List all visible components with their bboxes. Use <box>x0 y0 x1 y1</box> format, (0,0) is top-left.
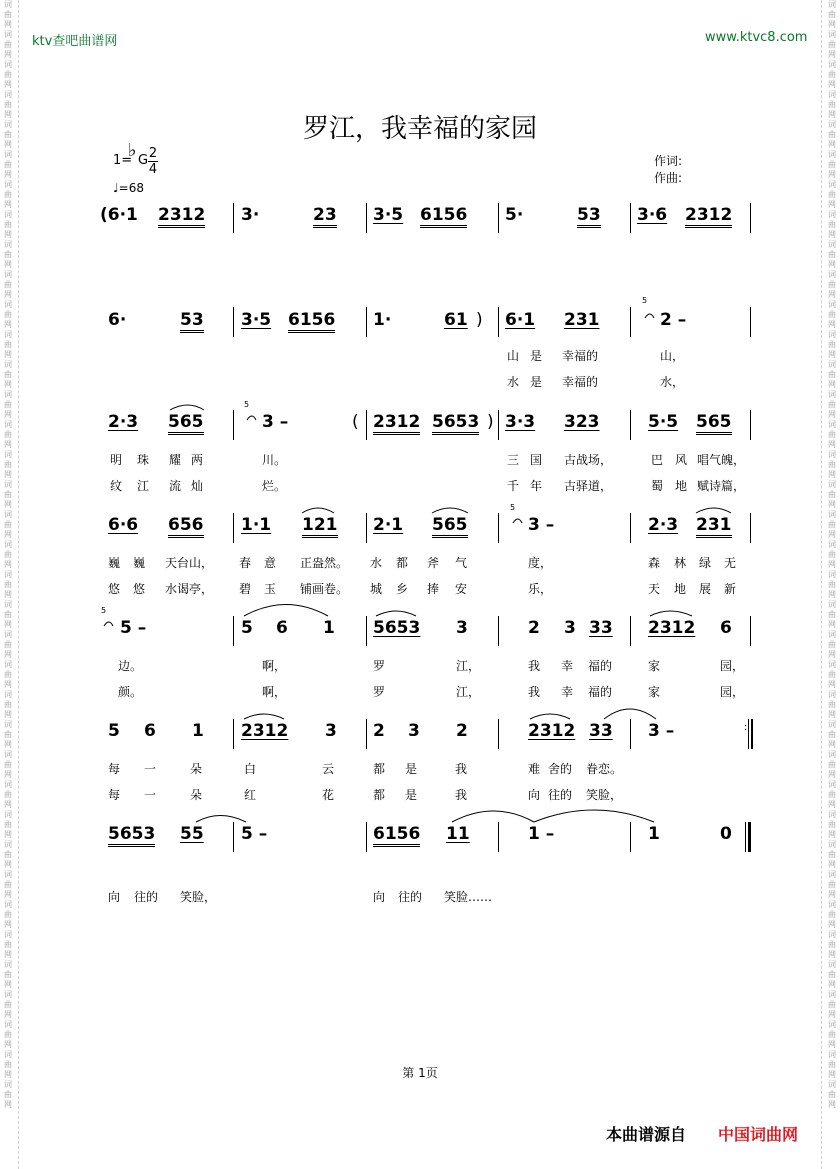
note: 5653 <box>108 824 155 847</box>
time-top: 2 <box>148 146 158 161</box>
note: 3·6 <box>637 205 668 225</box>
key-note: G <box>138 153 149 168</box>
lyric: 眷恋。 <box>586 762 623 776</box>
note: 6·1 <box>505 310 536 330</box>
lyric: 明 <box>110 453 123 467</box>
note: 3·5 <box>373 205 404 225</box>
lyric: 江 <box>137 479 150 493</box>
lyric: 向 <box>108 890 121 904</box>
lyric: 地 <box>674 582 687 596</box>
lyric: 山， <box>660 349 685 363</box>
lyric: 赋诗篇， <box>697 479 746 493</box>
lyric: 向 <box>528 788 541 802</box>
slur <box>452 811 534 822</box>
flat-sign: ♭ <box>128 140 137 161</box>
header-site-url[interactable]: www.ktvc8.com <box>705 30 808 45</box>
lyric: 笑脸， <box>586 788 623 802</box>
note: 6 <box>720 618 732 638</box>
grace-slur <box>645 314 654 318</box>
lyric: 幸 <box>561 685 574 699</box>
tempo-value: =68 <box>118 181 144 195</box>
note: 5653 <box>432 412 479 435</box>
lyric: 玉 <box>264 582 277 596</box>
note: 3 <box>325 721 337 741</box>
note: 61 <box>444 310 468 330</box>
lyric: 新 <box>724 582 737 596</box>
lyric: 年 <box>530 479 543 493</box>
lyric: 乐， <box>528 582 553 596</box>
lyric: 古战场， <box>564 453 613 467</box>
note: 2·3 <box>648 515 679 535</box>
note: 565 <box>696 412 732 435</box>
note: 6156 <box>420 205 467 228</box>
note: 3· <box>241 205 260 225</box>
note: 2312 <box>373 412 420 435</box>
note: 6156 <box>288 310 335 333</box>
lyric: 无 <box>724 556 737 570</box>
lyric: 林 <box>674 556 687 570</box>
lyric: 一 <box>144 788 157 802</box>
note: 3 – <box>528 515 555 535</box>
note: 2 <box>456 721 468 741</box>
slur <box>604 709 656 719</box>
quarter-note-icon: ♩ <box>113 181 119 195</box>
lyric: 安 <box>455 582 468 596</box>
song-title: 罗江，我幸福的家园 <box>302 114 537 144</box>
note: 0 <box>720 824 732 844</box>
lyric: 我 <box>455 762 468 776</box>
note: 11 <box>446 824 470 844</box>
lyric: 白 <box>244 762 257 776</box>
key-prefix: 1= <box>113 153 133 168</box>
lyric: 度， <box>528 556 553 570</box>
lyric: 是 <box>405 762 418 776</box>
lyric: 巍 <box>108 556 121 570</box>
lyric: 城 <box>370 582 383 596</box>
lyric: 啊， <box>262 685 287 699</box>
note: 5· <box>505 205 524 225</box>
note: 3·3 <box>505 412 536 432</box>
note: 2312 <box>158 205 205 228</box>
note: 55 <box>180 824 204 844</box>
slur <box>696 508 731 513</box>
lyric: 古驿道， <box>564 479 613 493</box>
lyric: 花 <box>322 788 335 802</box>
lyric: 斧 <box>427 556 440 570</box>
lyric: 巴 <box>651 453 664 467</box>
lyric: 正盎然。 <box>300 556 349 570</box>
note: 5 – <box>120 618 147 638</box>
lyric: 罗 <box>373 685 386 699</box>
paren-close: ) <box>476 310 483 330</box>
lyric: 福的 <box>588 685 613 699</box>
lyric: 边。 <box>118 659 143 673</box>
lyric: 往的 <box>134 890 159 904</box>
note: 2312 <box>528 721 576 741</box>
note: 6 <box>276 618 288 638</box>
slur <box>244 605 328 617</box>
lyric: 碧 <box>239 582 252 596</box>
grace-slur <box>104 622 113 626</box>
lyric: 天台山， <box>165 556 214 570</box>
note: 5·5 <box>648 412 679 432</box>
lyric: 福的 <box>588 659 613 673</box>
lyric: 朵 <box>190 788 203 802</box>
lyric: 灿 <box>191 479 204 493</box>
note: 33 <box>589 618 613 638</box>
lyric: 水谒亭， <box>165 582 214 596</box>
lyric: 向 <box>373 890 386 904</box>
lyric: 流 <box>169 479 182 493</box>
slur <box>196 816 246 823</box>
slur <box>650 611 692 616</box>
page-number: 第 1页 <box>402 1066 438 1080</box>
lyric: 水， <box>660 375 685 389</box>
lyric: 园， <box>720 685 745 699</box>
lyric: 颜。 <box>118 685 143 699</box>
lyric: 是 <box>530 375 543 389</box>
lyric: 我 <box>528 685 541 699</box>
note: 2312 <box>241 721 289 741</box>
lyric: 朵 <box>190 762 203 776</box>
lyric: 乡 <box>396 582 409 596</box>
paren-open: ( <box>352 412 359 432</box>
side-watermark-right: 词曲网词曲网词曲网词曲网词曲网词曲网词曲网词曲网词曲网词曲网词曲网词曲网词曲网词曲网词曲网词曲网词曲网词曲网词曲网词曲网词曲网词曲网词曲网词曲网词曲网词曲网词曲网词曲网词曲网词曲网词曲网词曲网词曲网词曲网词曲网词曲网词曲网 <box>828 0 836 1109</box>
lyric: 都 <box>396 556 409 570</box>
lyric: 我 <box>455 788 468 802</box>
lyric: 绿 <box>699 556 712 570</box>
slur <box>376 611 416 616</box>
note: 6156 <box>373 824 420 847</box>
lyric: 山 <box>507 349 520 363</box>
lyric: 蜀 <box>651 479 664 493</box>
slur <box>432 508 468 513</box>
note: 1·1 <box>241 515 272 535</box>
grace-note: 5 <box>510 503 516 512</box>
source-label: 本曲谱源自 <box>606 1125 687 1144</box>
note: 5653 <box>373 618 421 638</box>
note: 231 <box>564 310 600 330</box>
lyric: 家 <box>648 659 661 673</box>
lyric: 家 <box>648 685 661 699</box>
lyric: 巍 <box>133 556 146 570</box>
note: 53 <box>180 310 204 333</box>
lyric: 幸福的 <box>562 375 599 389</box>
lyric: 园， <box>720 659 745 673</box>
lyricist-label: 作词: <box>654 154 683 168</box>
note: 1 – <box>528 824 555 844</box>
note: 121 <box>302 515 338 538</box>
lyric: 展 <box>699 582 712 596</box>
lyric: 气 <box>455 556 468 570</box>
paren-close: ) <box>487 412 494 432</box>
lyric: 耀 <box>169 453 182 467</box>
composer-label: 作曲: <box>654 171 683 185</box>
lyric: 幸福的 <box>562 349 599 363</box>
note: 5 <box>108 721 120 741</box>
lyric: 罗 <box>373 659 386 673</box>
side-watermark-left: 词曲网词曲网词曲网词曲网词曲网词曲网词曲网词曲网词曲网词曲网词曲网词曲网词曲网词曲网词曲网词曲网词曲网词曲网词曲网词曲网词曲网词曲网词曲网词曲网词曲网词曲网词曲网词曲网词曲网词曲网词曲网词曲网词曲网词曲网词曲网词曲网词曲网 <box>4 0 12 1109</box>
lyric: 水 <box>370 556 383 570</box>
lyric: 铺画卷。 <box>300 582 349 596</box>
note: 1 <box>648 824 660 844</box>
lyric: 国 <box>530 453 543 467</box>
note: 656 <box>168 515 204 538</box>
lyric: 纹 <box>110 479 123 493</box>
note: 3 <box>564 618 576 638</box>
lyric: 难 <box>528 762 541 776</box>
lyric: 江， <box>456 659 481 673</box>
time-bottom: 4 <box>148 162 158 177</box>
note: 1 <box>192 721 204 741</box>
lyric: 云 <box>322 762 335 776</box>
lyric: 悠 <box>133 582 146 596</box>
lyric: 悠 <box>108 582 121 596</box>
grace-note: 5 <box>244 400 250 409</box>
lyric: 捧 <box>427 582 440 596</box>
repeat-dots: : <box>744 722 748 733</box>
note: (6·1 <box>100 205 138 225</box>
lyric: 风 <box>675 453 688 467</box>
note: 6· <box>108 310 127 330</box>
note: 33 <box>589 721 613 741</box>
note: 3 – <box>648 721 675 741</box>
lyric: 往的 <box>548 788 573 802</box>
lyric: 千 <box>507 479 520 493</box>
grace-slur <box>247 416 256 420</box>
slur <box>244 714 284 719</box>
note: 2 <box>528 618 540 638</box>
note: 323 <box>564 412 600 432</box>
lyric: 地 <box>675 479 688 493</box>
lyric: 水 <box>507 375 520 389</box>
note: 2·3 <box>108 412 139 432</box>
note: 1 <box>323 618 335 638</box>
note: 53 <box>577 205 601 228</box>
note: 2312 <box>685 205 732 228</box>
lyric: 红 <box>244 788 257 802</box>
source-site-link[interactable]: 中国词曲网 <box>718 1125 799 1144</box>
lyric: 啊， <box>262 659 287 673</box>
lyric: 意 <box>264 556 277 570</box>
slur <box>302 508 334 513</box>
note: 3 <box>408 721 420 741</box>
lyric: 天 <box>648 582 661 596</box>
note: 565 <box>432 515 468 538</box>
grace-note: 5 <box>642 296 648 305</box>
lyric: 笑脸…… <box>444 890 493 904</box>
lyric: 三 <box>507 453 520 467</box>
note: 2 – <box>660 310 687 330</box>
slur <box>530 714 570 719</box>
lyric: 每 <box>108 762 121 776</box>
lyric: 幸 <box>561 659 574 673</box>
note: 23 <box>313 205 337 228</box>
lyric: 两 <box>191 453 204 467</box>
note: 3 – <box>262 412 289 432</box>
note: 3 <box>456 618 468 638</box>
lyric: 春 <box>239 556 252 570</box>
note: 6 <box>144 721 156 741</box>
lyric: 川。 <box>262 453 287 467</box>
note: 5 – <box>241 824 268 844</box>
lyric: 是 <box>405 788 418 802</box>
header-site-name[interactable]: ktv查吧曲谱网 <box>32 34 118 49</box>
lyric: 江， <box>456 685 481 699</box>
lyric: 唱气魄， <box>697 453 746 467</box>
lyric: 烂。 <box>262 479 287 493</box>
grace-slur <box>513 519 522 523</box>
lyric: 珠 <box>137 453 150 467</box>
note: 2·1 <box>373 515 404 535</box>
lyric: 每 <box>108 788 121 802</box>
note: 2312 <box>648 618 696 638</box>
lyric: 都 <box>373 788 386 802</box>
lyric: 都 <box>373 762 386 776</box>
grace-note: 5 <box>101 606 107 615</box>
lyric: 我 <box>528 659 541 673</box>
note: 6·6 <box>108 515 139 535</box>
note: 565 <box>168 412 204 435</box>
slur <box>534 810 654 822</box>
lyric: 笑脸， <box>180 890 217 904</box>
note: 231 <box>696 515 732 538</box>
lyric: 往的 <box>398 890 423 904</box>
lyric: 是 <box>530 349 543 363</box>
note: 1· <box>373 310 392 330</box>
slur <box>170 405 204 410</box>
note: 5 <box>241 618 253 638</box>
note: 3·5 <box>241 310 272 330</box>
lyric: 一 <box>144 762 157 776</box>
lyric: 森 <box>648 556 661 570</box>
note: 2 <box>373 721 385 741</box>
lyric: 舍的 <box>548 762 573 776</box>
